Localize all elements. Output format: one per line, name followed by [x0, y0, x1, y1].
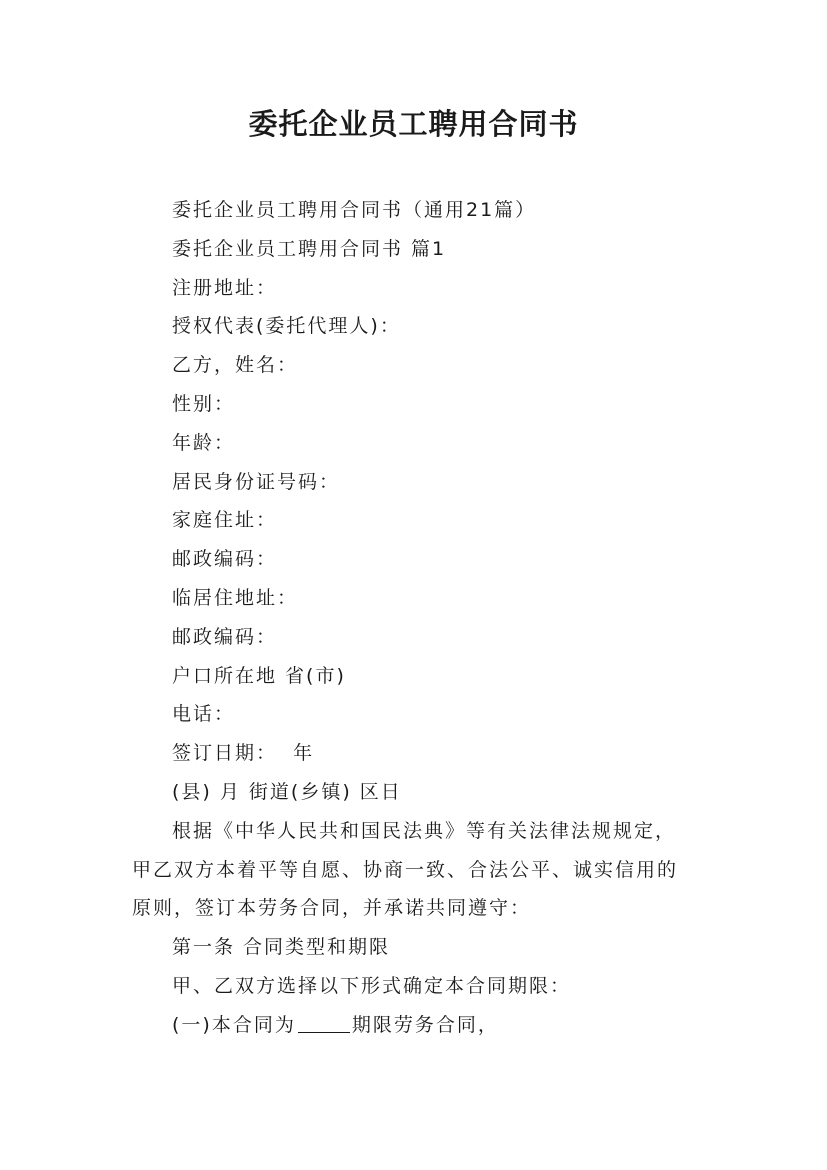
paragraph-line-1: 根据《中华人民共和国民法典》等有关法律法规规定， — [172, 819, 677, 842]
county-street-line: (县) 月 街道(乡镇) 区日 — [172, 780, 402, 803]
subtitle-line: 委托企业员工聘用合同书（通用21篇） — [172, 199, 537, 221]
authorized-representative-line: 授权代表(委托代理人)： — [172, 315, 401, 338]
postal-code-line-2: 邮政编码： — [172, 625, 278, 648]
article-one-intro: 甲、乙双方选择以下形式确定本合同期限： — [172, 974, 572, 997]
age-line: 年龄： — [172, 431, 236, 454]
registered-address-line: 注册地址： — [172, 276, 278, 299]
party-b-name-line: 乙方，姓名： — [172, 354, 299, 377]
document-body — [132, 191, 712, 1045]
postal-code-line: 邮政编码： — [172, 548, 278, 571]
document-title: 委托企业员工聘用合同书 — [248, 107, 579, 141]
contract-term-suffix: 期限劳务合同， — [351, 1013, 499, 1036]
phone-line: 电话： — [172, 703, 236, 726]
paragraph-line-2: 甲乙双方本着平等自愿、协商一致、合法公平、诚实信用的 — [132, 858, 679, 881]
section-heading-line: 委托企业员工聘用合同书 篇1 — [172, 237, 447, 260]
gender-line: 性别： — [172, 392, 236, 415]
contract-term-line — [132, 1006, 712, 1045]
home-address-line: 家庭住址： — [172, 509, 278, 532]
temporary-address-line: 临居住地址： — [172, 586, 299, 609]
paragraph-line-3: 原则，签订本劳务合同，并承诺共同遵守： — [132, 897, 532, 920]
fill-in-blank — [298, 1010, 350, 1033]
contract-term-prefix: (一)本合同为 — [172, 1013, 296, 1036]
signing-date-line: 签订日期： 年 — [172, 742, 315, 765]
household-registration-line: 户口所在地 省(市) — [172, 664, 346, 687]
article-one-heading: 第一条 合同类型和期限 — [172, 936, 391, 959]
id-number-line: 居民身份证号码： — [172, 470, 341, 493]
